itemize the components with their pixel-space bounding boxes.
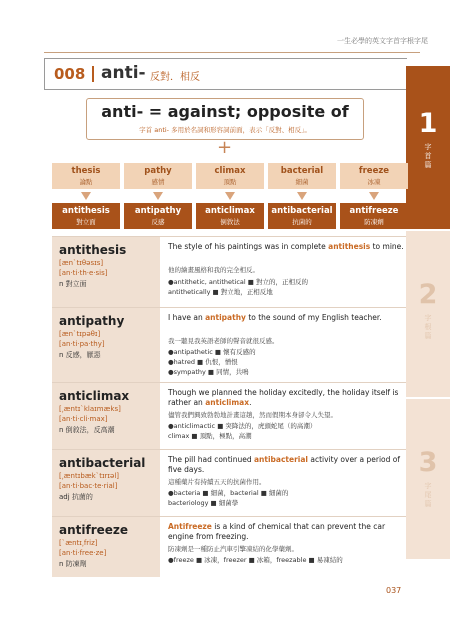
entry-translation: 這種藥片有持續五天的抗菌作用。 [168, 478, 266, 486]
tab-label: 字首篇 [424, 143, 432, 170]
derived-word: anticlimax [205, 206, 255, 216]
root-bacterial [268, 163, 336, 189]
root-gloss: 冰凍 [367, 178, 381, 186]
tab-number: 1 [418, 108, 438, 139]
derived-gloss: 倒敘法 [220, 218, 240, 226]
derived-gloss: 防凍劑 [364, 218, 384, 226]
section-tab-3[interactable] [406, 399, 450, 559]
plus-icon: + [217, 137, 233, 158]
entry-related: ●sympathy ■ 同情，共鳴 [168, 368, 249, 376]
section-tab-2[interactable] [406, 231, 450, 397]
derived-anticlimax [196, 203, 264, 229]
derived-word: antipathy [134, 206, 182, 216]
root-word: bacterial [280, 166, 324, 176]
entry-syllables: [an·ti·cli·max] [59, 415, 108, 423]
entry-example: The style of his paintings was in complete antithesis to mine. [168, 242, 404, 251]
root-gloss: 論點 [79, 178, 93, 186]
tab-label: 字尾篇 [424, 482, 432, 509]
root-pathy [124, 163, 192, 189]
page-number: 037 [386, 586, 402, 595]
entry-related: ●antipathetic ■ 懷有反感的 [168, 348, 256, 356]
entry-related: ●freeze ■ 冰凍，freezer ■ 冰箱，freezable ■ 易凍結的 [168, 556, 343, 564]
entry-word: anticlimax [59, 389, 130, 403]
entry-highlight: antipathy [205, 313, 246, 322]
derived-word: antibacterial [271, 206, 333, 216]
derived-word: antifreeze [349, 206, 399, 216]
down-arrow-icon [369, 192, 379, 200]
entry-highlight: Antifreeze [168, 522, 212, 531]
entry-part-of-speech: n 對立面 [59, 280, 87, 288]
tab-number: 3 [418, 447, 438, 478]
root-thesis [52, 163, 120, 189]
tab-number: 2 [418, 279, 438, 310]
header-rule [44, 52, 420, 53]
entry-related: ●hatred ■ 仇恨，憎恨 [168, 358, 238, 366]
running-head: 一生必學的英文字首字根字尾 [337, 37, 428, 45]
entry-syllables: [an·ti·free·ze] [59, 549, 107, 557]
lesson-prefix: anti- [101, 63, 146, 83]
lesson-gloss: 反對．相反 [150, 72, 200, 83]
entry-row [52, 236, 406, 307]
entry-syllables: [an·ti·pa·thy] [59, 340, 105, 348]
entry-related: ●antithetic, antithetical ■ 對立的，正相反的 [168, 278, 308, 286]
entry-example: Antifreeze is a kind of chemical that can prevent the car engine from freezing. [168, 522, 386, 541]
entry-translation: 我一聽見我英語老師的聲音就很反感。 [168, 337, 279, 345]
derived-antithesis [52, 203, 120, 229]
lesson-divider [92, 66, 94, 82]
down-arrow-icon [297, 192, 307, 200]
entry-phonetic: [æn`tɪpəθɪ] [59, 330, 101, 338]
entry-row [52, 516, 406, 577]
definition-subtitle: 字首 anti- 多用於名詞和形容詞前面，表示「反對、相反」。 [139, 126, 311, 134]
root-freeze [340, 163, 408, 189]
derived-word: antithesis [62, 206, 110, 216]
entry-row [52, 382, 406, 449]
down-arrow-icon [81, 192, 91, 200]
entry-word: antibacterial [59, 456, 146, 470]
entry-example: I have an antipathy to the sound of my English teacher. [168, 313, 382, 322]
entry-related: ●anticlimactic ■ 突降法的，虎頭蛇尾（的高潮） [168, 422, 317, 430]
section-tab-1[interactable] [406, 66, 450, 229]
tab-label: 字根篇 [424, 314, 432, 341]
entry-highlight: anticlimax [205, 398, 250, 407]
entry-example: The pill had continued antibacterial activity over a period of five days. [168, 455, 401, 474]
entry-related: ●bacteria ■ 細菌，bacterial ■ 細菌的 [168, 489, 289, 497]
entry-highlight: antithesis [328, 242, 371, 251]
lesson-header [44, 58, 407, 90]
root-gloss: 細菌 [295, 178, 309, 186]
entry-phonetic: [͵æntɪbæk`tɪrɪəl] [59, 472, 120, 480]
derived-antibacterial [268, 203, 336, 229]
entry-phonetic: [͵æntɪ`klaɪmæks] [59, 405, 121, 413]
entry-word: antipathy [59, 314, 125, 328]
root-gloss: 頂點 [223, 178, 237, 186]
root-gloss: 感情 [151, 178, 165, 186]
derived-antipathy [124, 203, 192, 229]
root-word: climax [214, 166, 246, 176]
down-arrow-icon [225, 192, 235, 200]
entry-part-of-speech: n 反感，厭惡 [59, 351, 101, 359]
root-word: freeze [358, 166, 390, 176]
entry-highlight: antibacterial [253, 455, 308, 464]
lesson-number: 008 [54, 65, 86, 83]
entry-related: bacteriology ■ 細菌學 [168, 499, 239, 507]
entry-list [52, 236, 406, 577]
root-word: pathy [144, 166, 172, 176]
entry-phonetic: [æn`tɪθəsɪs] [59, 259, 104, 267]
definition-title: anti- = against; opposite of [101, 102, 349, 121]
derived-gloss: 對立面 [76, 218, 96, 226]
entry-row [52, 307, 406, 382]
root-climax [196, 163, 264, 189]
entry-related: antithetically ■ 對立地，正相反地 [168, 288, 273, 296]
entry-part-of-speech: n 防凍劑 [59, 560, 87, 568]
entry-syllables: [an·ti·th·e·sis] [59, 269, 108, 277]
entry-part-of-speech: adj 抗菌的 [59, 493, 93, 501]
root-word: thesis [71, 166, 101, 176]
entry-translation: 他的繪畫風格和我的完全相反。 [168, 266, 259, 274]
entry-translation: 儘管我們興致勃勃地計畫這趟，然而假期本身卻令人失望。 [168, 411, 337, 419]
entry-row [52, 449, 406, 516]
entry-syllables: [an·ti·bac·te·rial] [59, 482, 118, 490]
entry-translation: 防凍劑是一種防止汽車引擎凍結的化學藥劑。 [168, 545, 298, 553]
entry-example: Though we planned the holiday excitedly, the holiday itself is rather an anticlimax. [168, 388, 399, 407]
entry-part-of-speech: n 倒敘法，反高潮 [59, 426, 115, 434]
entry-related: climax ■ 頂點，極點，高潮 [168, 432, 252, 440]
entry-word: antithesis [59, 243, 127, 257]
down-arrow-icon [153, 192, 163, 200]
derived-gloss: 抗菌的 [292, 218, 312, 226]
entry-word: antifreeze [59, 523, 129, 537]
entry-phonetic: [`æntɪ͵friz] [59, 539, 98, 547]
derived-antifreeze [340, 203, 408, 229]
derived-gloss: 反感 [151, 218, 165, 226]
